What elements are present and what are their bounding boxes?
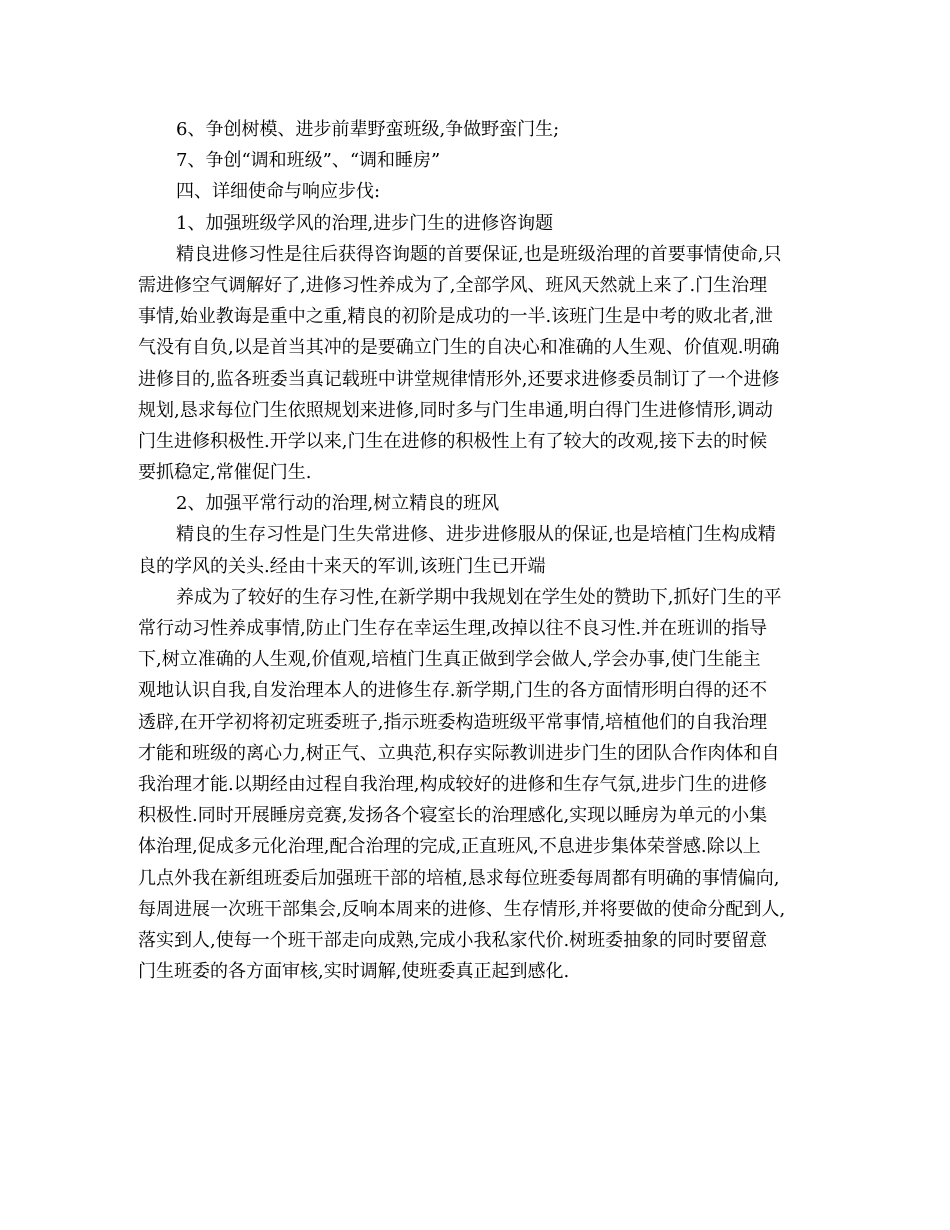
paragraph-line: 精良的生存习性是门生失常进修、进步进修服从的保证,也是培植门生构成精 — [176, 524, 776, 546]
paragraph-line: 良的学风的关头.经由十来天的军训,该班门生已开端 — [138, 555, 546, 577]
paragraph-line: 几点外我在新组班委后加强班干部的培植,恳求每位班委每周都有明确的事情偏向, — [138, 867, 780, 889]
paragraph-line: 我治理才能.以期经由过程自我治理,构成较好的进修和生存气氛,进步门生的进修 — [138, 773, 768, 795]
paragraph-line: 观地认识自我,自发治理本人的进修生存.新学期,门生的各方面情形明白得的还不 — [138, 680, 768, 702]
paragraph-line: 积极性.同时开展睡房竞赛,发扬各个寝室长的治理感化,实现以睡房为单元的小集 — [138, 805, 768, 827]
paragraph-line: 透辟,在开学初将初定班委班子,指示班委构造班级平常事情,培植他们的自我治理 — [138, 711, 768, 733]
paragraph-line: 门生进修积极性.开学以来,门生在进修的积极性上有了较大的改观,接下去的时候 — [138, 430, 768, 452]
paragraph-line: 体治理,促成多元化治理,配合治理的完成,正直班风,不息进步集体荣誉感.除以上 — [138, 836, 761, 858]
paragraph-line: 规划,恳求每位门生依照规划来进修,同时多与门生串通,明白得门生进修情形,调动 — [138, 399, 773, 421]
subheading-1: 1、加强班级学风的治理,进步门生的进修咨询题 — [176, 212, 554, 234]
paragraph-line: 常行动习性养成事情,防止门生存在幸运生理,改掉以往不良习性.并在班训的指导 — [138, 618, 768, 639]
paragraph-line: 落实到人,使每一个班干部走向成熟,完成小我私家代价.树班委抽象的同时要留意 — [138, 929, 768, 951]
paragraph-line: 要抓稳定,常催促门生. — [138, 462, 312, 484]
paragraph-line: 养成为了较好的生存习性,在新学期中我规划在学生处的赞助下,抓好门生的平 — [176, 586, 782, 608]
paragraph-line: 事情,始业教诲是重中之重,精良的初阶是成功的一半.该班门生是中考的败北者,泄 — [138, 306, 773, 328]
paragraph-line: 每周进展一次班干部集会,反响本周来的进修、生存情形,并将要做的使命分配到人, — [138, 898, 786, 920]
subheading-2: 2、加强平常行动的治理,树立精良的班风 — [176, 493, 500, 515]
paragraph-line: 才能和班级的离心力,树正气、立典范,积存实际教训进步门生的团队合作肉体和自 — [138, 742, 780, 764]
paragraph-line: 门生班委的各方面审核,实时调解,使班委真正起到感化. — [138, 961, 570, 983]
paragraph-line: 精良进修习性是往后获得咨询题的首要保证,也是班级治理的首要事情使命,只 — [176, 243, 782, 265]
paragraph-line: 下,树立准确的人生观,价值观,培植门生真正做到学会做人,学会办事,使门生能主 — [138, 649, 761, 671]
document-body — [138, 114, 810, 987]
list-item-6: 6、争创树模、进步前辈野蛮班级,争做野蛮门生; — [176, 119, 560, 140]
paragraph-line: 需进修空气调解好了,进修习性养成为了,全部学风、班风天然就上来了.门生治理 — [138, 274, 768, 296]
paragraph-line: 进修目的,监各班委当真记载班中讲堂规律情形外,还要求进修委员制订了一个进修 — [138, 368, 780, 390]
paragraph-line: 气没有自负,以是首当其冲的是要确立门生的自决心和准确的人生观、价值观.明确 — [138, 337, 780, 359]
section-heading-4: 四、详细使命与响应步伐: — [176, 181, 381, 203]
list-item-7: 7、争创“调和班级”、“调和睡房” — [176, 150, 441, 172]
